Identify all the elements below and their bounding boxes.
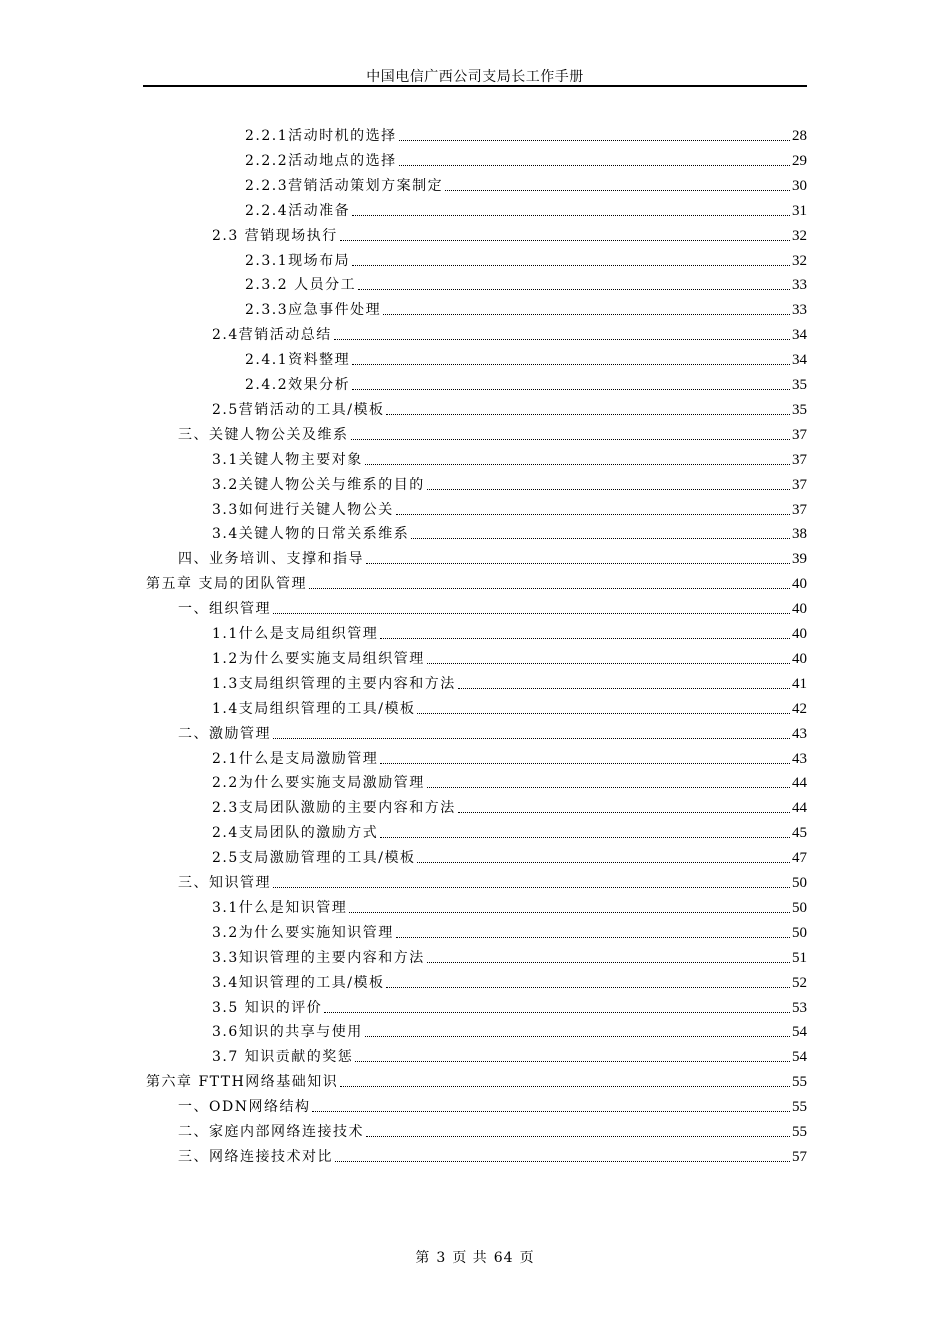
toc-entry-label: 3.4知识管理的工具/模板 xyxy=(212,974,385,991)
toc-entry-label: 2.4.2效果分析 xyxy=(245,377,351,393)
toc-entry[interactable] xyxy=(212,772,807,792)
toc-entry[interactable] xyxy=(212,748,807,768)
toc-dot-leader xyxy=(312,1111,790,1112)
toc-entry[interactable] xyxy=(212,797,807,817)
footer-middle: 页 共 xyxy=(452,1250,488,1266)
toc-entry[interactable] xyxy=(212,1046,807,1066)
toc-entry-page-number: 50 xyxy=(792,899,807,916)
page-footer xyxy=(0,1247,950,1267)
toc-entry-label: 3.1什么是知识管理 xyxy=(212,899,348,916)
footer-total-pages: 64 xyxy=(493,1250,514,1266)
toc-entry[interactable] xyxy=(212,399,807,419)
toc-entry-label: 1.3支局组织管理的主要内容和方法 xyxy=(212,675,456,692)
toc-entry[interactable] xyxy=(212,897,807,917)
toc-entry[interactable] xyxy=(146,1071,807,1091)
toc-entry-label: 一、ODN网络结构 xyxy=(178,1099,311,1116)
toc-dot-leader xyxy=(273,887,790,888)
toc-entry-label: 3.6知识的共享与使用 xyxy=(212,1024,363,1041)
toc-entry-page-number: 30 xyxy=(792,177,807,194)
toc-entry-label: 二、激励管理 xyxy=(178,725,271,742)
toc-entry-page-number: 45 xyxy=(792,825,807,842)
toc-entry[interactable] xyxy=(178,1146,807,1166)
toc-entry-page-number: 52 xyxy=(792,974,807,991)
toc-entry-label: 2.4.1资料整理 xyxy=(245,352,351,369)
toc-entry-page-number: 41 xyxy=(792,675,807,692)
toc-entry[interactable] xyxy=(212,225,807,245)
toc-entry[interactable] xyxy=(212,698,807,718)
toc-entry[interactable] xyxy=(245,200,807,220)
toc-entry[interactable] xyxy=(212,523,807,543)
toc-entry-page-number: 28 xyxy=(792,128,807,144)
toc-entry-label: 2.3.1现场布局 xyxy=(245,252,351,269)
toc-dot-leader xyxy=(355,1061,790,1062)
toc-entry-page-number: 55 xyxy=(792,1124,807,1140)
toc-entry-page-number: 40 xyxy=(792,576,807,593)
toc-entry[interactable] xyxy=(146,573,807,593)
toc-entry[interactable] xyxy=(178,598,807,618)
toc-dot-leader xyxy=(365,1036,790,1037)
toc-entry-label: 2.3 营销现场执行 xyxy=(212,227,338,244)
toc-entry-label: 3.1关键人物主要对象 xyxy=(212,451,363,468)
toc-entry[interactable] xyxy=(245,299,807,319)
toc-dot-leader xyxy=(427,663,790,664)
toc-entry[interactable] xyxy=(212,623,807,643)
toc-dot-leader xyxy=(380,763,790,764)
toc-dot-leader xyxy=(386,414,790,415)
toc-entry-page-number: 37 xyxy=(792,501,807,518)
toc-entry[interactable] xyxy=(212,847,807,867)
toc-entry[interactable] xyxy=(245,374,807,394)
toc-entry-page-number: 33 xyxy=(792,277,807,294)
toc-dot-leader xyxy=(335,1161,790,1162)
toc-entry[interactable] xyxy=(212,922,807,942)
toc-dot-leader xyxy=(427,787,790,788)
toc-entry-label: 2.2.2活动地点的选择 xyxy=(245,152,397,169)
toc-entry[interactable] xyxy=(178,723,807,743)
toc-entry-label: 2.3支局团队激励的主要内容和方法 xyxy=(212,800,456,817)
toc-entry-page-number: 57 xyxy=(792,1148,807,1165)
toc-entry[interactable] xyxy=(212,673,807,693)
toc-entry-page-number: 55 xyxy=(792,1099,807,1116)
toc-dot-leader xyxy=(417,713,790,714)
toc-dot-leader xyxy=(340,1086,790,1087)
toc-dot-leader xyxy=(458,688,790,689)
toc-entry-page-number: 31 xyxy=(792,202,807,219)
header-rule xyxy=(143,85,807,87)
toc-dot-leader xyxy=(351,439,791,440)
toc-entry-page-number: 47 xyxy=(792,850,807,867)
toc-entry-page-number: 33 xyxy=(792,302,807,319)
toc-dot-leader xyxy=(380,638,790,639)
toc-dot-leader xyxy=(396,514,790,515)
toc-dot-leader xyxy=(340,240,790,241)
toc-entry-label: 3.2为什么要实施知识管理 xyxy=(212,924,394,941)
toc-entry-page-number: 54 xyxy=(792,1049,807,1066)
toc-entry-page-number: 54 xyxy=(792,1024,807,1041)
toc-entry[interactable] xyxy=(245,250,807,270)
toc-entry[interactable] xyxy=(212,449,807,469)
toc-entry-label: 3.2关键人物公关与维系的目的 xyxy=(212,476,425,493)
toc-dot-leader xyxy=(273,613,790,614)
toc-entry-page-number: 50 xyxy=(792,924,807,941)
toc-entry-page-number: 38 xyxy=(792,526,807,543)
toc-dot-leader xyxy=(458,812,790,813)
toc-entry-page-number: 50 xyxy=(792,875,807,891)
toc-entry[interactable] xyxy=(178,424,807,444)
toc-entry-label: 2.4支局团队的激励方式 xyxy=(212,825,379,842)
toc-entry-page-number: 44 xyxy=(792,775,807,792)
toc-entry-page-number: 43 xyxy=(792,750,807,767)
toc-entry[interactable] xyxy=(212,474,807,494)
toc-entry-label: 2.5营销活动的工具/模板 xyxy=(212,401,385,418)
toc-entry[interactable] xyxy=(212,997,807,1017)
toc-dot-leader xyxy=(352,364,790,365)
toc-dot-leader xyxy=(399,140,790,141)
toc-dot-leader xyxy=(358,289,790,290)
toc-entry[interactable] xyxy=(178,548,807,568)
toc-entry[interactable] xyxy=(212,324,807,344)
toc-entry[interactable] xyxy=(212,499,807,519)
toc-entry-page-number: 29 xyxy=(792,152,807,169)
toc-entry-page-number: 32 xyxy=(792,252,807,269)
toc-entry[interactable] xyxy=(245,175,807,195)
toc-dot-leader xyxy=(366,563,790,564)
toc-entry-label: 一、组织管理 xyxy=(178,601,271,618)
toc-entry-label: 三、网络连接技术对比 xyxy=(178,1148,333,1165)
toc-dot-leader xyxy=(383,314,790,315)
toc-entry-page-number: 51 xyxy=(792,949,807,966)
toc-dot-leader xyxy=(366,1136,790,1137)
toc-entry-label: 2.2为什么要实施支局激励管理 xyxy=(212,775,425,792)
toc-dot-leader xyxy=(309,588,790,589)
toc-entry-page-number: 40 xyxy=(792,650,807,667)
toc-entry[interactable] xyxy=(245,150,807,170)
toc-entry-page-number: 40 xyxy=(792,626,807,642)
toc-entry-page-number: 35 xyxy=(792,401,807,418)
footer-current-page: 3 xyxy=(436,1250,447,1266)
toc-dot-leader xyxy=(427,489,790,490)
toc-entry-label: 2.1什么是支局激励管理 xyxy=(212,750,379,767)
toc-entry-label: 3.3如何进行关键人物公关 xyxy=(212,501,394,518)
toc-entry-label: 1.2为什么要实施支局组织管理 xyxy=(212,650,425,667)
toc-entry[interactable] xyxy=(245,125,807,145)
toc-entry[interactable] xyxy=(212,1021,807,1041)
toc-entry-label: 1.4支局组织管理的工具/模板 xyxy=(212,700,416,717)
toc-entry-page-number: 43 xyxy=(792,725,807,742)
toc-entry-label: 二、家庭内部网络连接技术 xyxy=(178,1124,364,1140)
toc-entry-label: 3.7 知识贡献的奖惩 xyxy=(212,1049,354,1066)
toc-entry-page-number: 34 xyxy=(792,352,807,369)
toc-entry-page-number: 35 xyxy=(792,377,807,393)
toc-dot-leader xyxy=(352,215,790,216)
toc-entry[interactable] xyxy=(178,1096,807,1116)
running-header-title: 中国电信广西公司支局长工作手册 xyxy=(366,69,584,85)
toc-entry-label: 三、关键人物公关及维系 xyxy=(178,426,349,443)
toc-entry-page-number: 37 xyxy=(792,426,807,443)
toc-dot-leader xyxy=(417,862,790,863)
toc-entry[interactable] xyxy=(245,274,807,294)
toc-dot-leader xyxy=(352,389,790,390)
toc-dot-leader xyxy=(445,190,790,191)
toc-dot-leader xyxy=(273,738,790,739)
toc-entry-page-number: 40 xyxy=(792,601,807,618)
toc-entry-label: 2.3.2 人员分工 xyxy=(245,277,357,294)
toc-entry-label: 3.5 知识的评价 xyxy=(212,999,323,1016)
toc-entry-label: 3.4关键人物的日常关系维系 xyxy=(212,526,410,543)
toc-entry[interactable] xyxy=(212,947,807,967)
toc-entry-label: 第五章 支局的团队管理 xyxy=(146,576,307,593)
footer-suffix: 页 xyxy=(519,1250,535,1266)
toc-dot-leader xyxy=(365,464,790,465)
toc-dot-leader xyxy=(427,962,790,963)
toc-dot-leader xyxy=(386,987,790,988)
toc-dot-leader xyxy=(334,339,790,340)
toc-entry[interactable] xyxy=(212,648,807,668)
toc-entry-page-number: 44 xyxy=(792,800,807,817)
toc-dot-leader xyxy=(349,912,790,913)
toc-entry[interactable] xyxy=(178,1121,807,1141)
toc-entry-label: 2.2.4活动准备 xyxy=(245,202,351,219)
toc-entry-page-number: 42 xyxy=(792,700,807,717)
toc-entry-label: 2.2.3营销活动策划方案制定 xyxy=(245,177,444,194)
toc-entry-label: 1.1什么是支局组织管理 xyxy=(212,626,379,642)
toc-entry[interactable] xyxy=(212,822,807,842)
toc-entry-page-number: 37 xyxy=(792,451,807,468)
toc-dot-leader xyxy=(411,538,790,539)
toc-entry-label: 3.3知识管理的主要内容和方法 xyxy=(212,949,425,966)
toc-entry[interactable] xyxy=(245,349,807,369)
toc-dot-leader xyxy=(380,837,790,838)
toc-entry[interactable] xyxy=(178,872,807,892)
toc-entry-label: 2.2.1活动时机的选择 xyxy=(245,128,397,144)
toc-dot-leader xyxy=(352,265,790,266)
toc-entry-page-number: 53 xyxy=(792,999,807,1016)
toc-entry-page-number: 32 xyxy=(792,227,807,244)
toc-entry-label: 2.4营销活动总结 xyxy=(212,327,332,344)
toc-entry-label: 第六章 FTTH网络基础知识 xyxy=(146,1074,339,1091)
toc-entry-page-number: 34 xyxy=(792,327,807,344)
toc-entry-page-number: 39 xyxy=(792,551,807,568)
toc-dot-leader xyxy=(396,937,790,938)
toc-dot-leader xyxy=(399,165,790,166)
toc-entry-label: 2.5支局激励管理的工具/模板 xyxy=(212,850,416,867)
toc-entry-label: 2.3.3应急事件处理 xyxy=(245,302,382,319)
toc-entry-page-number: 37 xyxy=(792,476,807,493)
toc-entry[interactable] xyxy=(212,972,807,992)
toc-entry-label: 三、知识管理 xyxy=(178,875,271,891)
toc-entry-page-number: 55 xyxy=(792,1074,807,1091)
toc-dot-leader xyxy=(324,1012,790,1013)
footer-prefix: 第 xyxy=(415,1250,431,1266)
toc-entry-label: 四、业务培训、支撑和指导 xyxy=(178,551,364,568)
